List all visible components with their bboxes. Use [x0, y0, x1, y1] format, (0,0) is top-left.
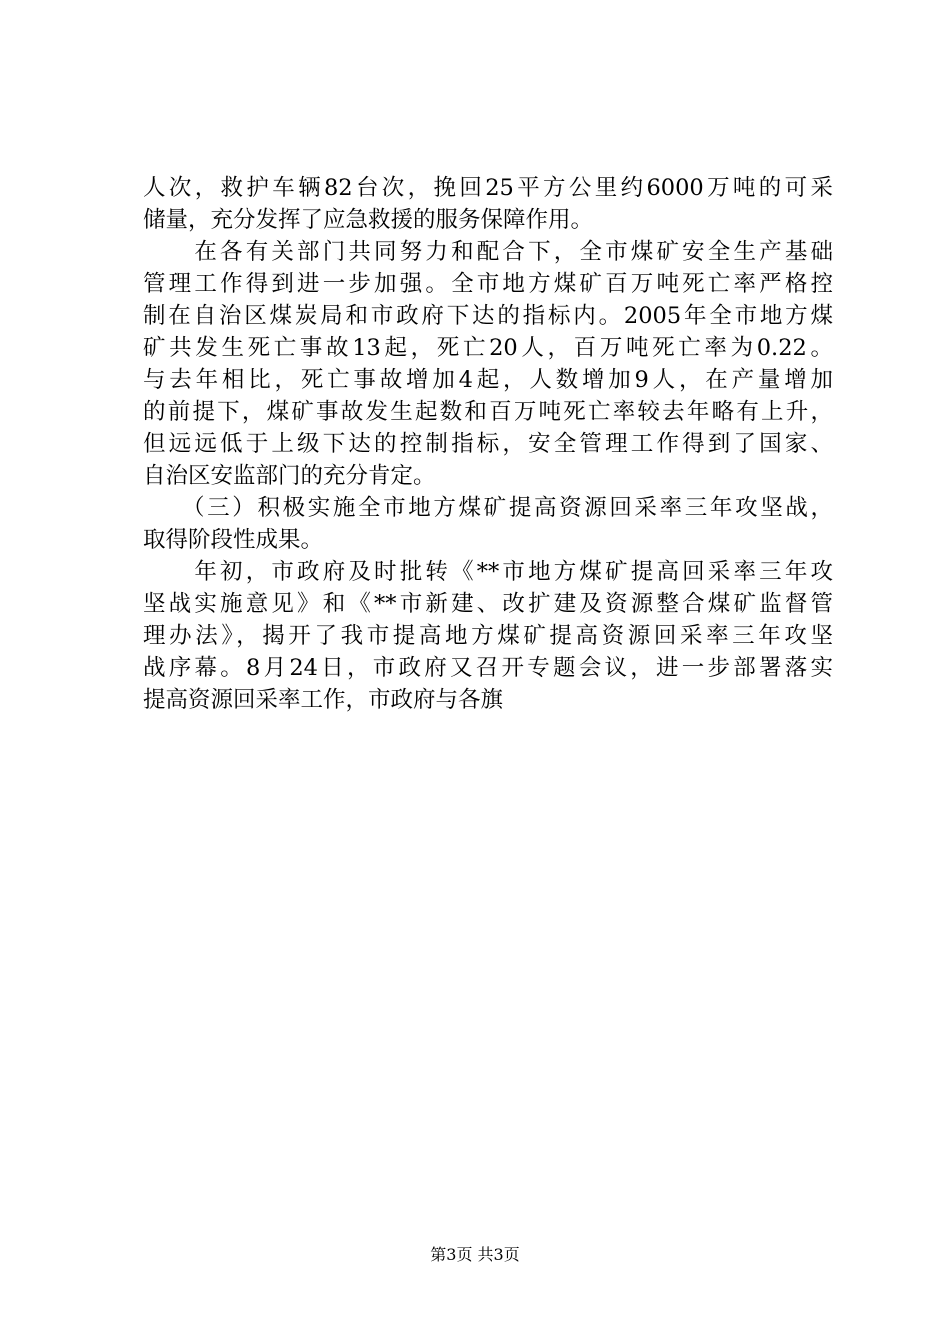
text-line: 的前提下，煤矿事故发生起数和百万吨死亡率较去年略有上升，	[143, 399, 833, 425]
text-line: 取得阶段性成果。	[143, 527, 324, 553]
text-line: 坚战实施意见》和《**市新建、改扩建及资源整合煤矿监督管	[143, 591, 833, 617]
text-line: 在各有关部门共同努力和配合下，全市煤矿安全生产基础	[143, 239, 833, 265]
text-line: 与去年相比，死亡事故增加4起，人数增加9人，在产量增加	[143, 367, 833, 393]
body-text	[143, 172, 833, 716]
text-line: 但远远低于上级下达的控制指标，安全管理工作得到了国家、	[143, 431, 833, 457]
text-line: 年初，市政府及时批转《**市地方煤矿提高回采率三年攻	[143, 559, 833, 585]
text-line: 人次，救护车辆82台次，挽回25平方公里约6000万吨的可采	[143, 175, 833, 201]
text-line: 矿共发生死亡事故13起，死亡20人，百万吨死亡率为0.22。	[143, 335, 833, 361]
text-line: 管理工作得到进一步加强。全市地方煤矿百万吨死亡率严格控	[143, 271, 833, 297]
text-line: 战序幕。8月24日，市政府又召开专题会议，进一步部署落实	[143, 655, 833, 681]
text-line: 理办法》，揭开了我市提高地方煤矿提高资源回采率三年攻坚	[143, 623, 833, 649]
page-footer: 第3页 共3页	[430, 1245, 520, 1264]
text-line: 提高资源回采率工作，市政府与各旗	[143, 687, 504, 713]
text-line: 储量，充分发挥了应急救援的服务保障作用。	[143, 207, 594, 233]
text-line: 自治区安监部门的充分肯定。	[143, 463, 436, 489]
text-line: 制在自治区煤炭局和市政府下达的指标内。2005年全市地方煤	[143, 303, 833, 329]
text-line: （三）积极实施全市地方煤矿提高资源回采率三年攻坚战，	[143, 495, 833, 521]
